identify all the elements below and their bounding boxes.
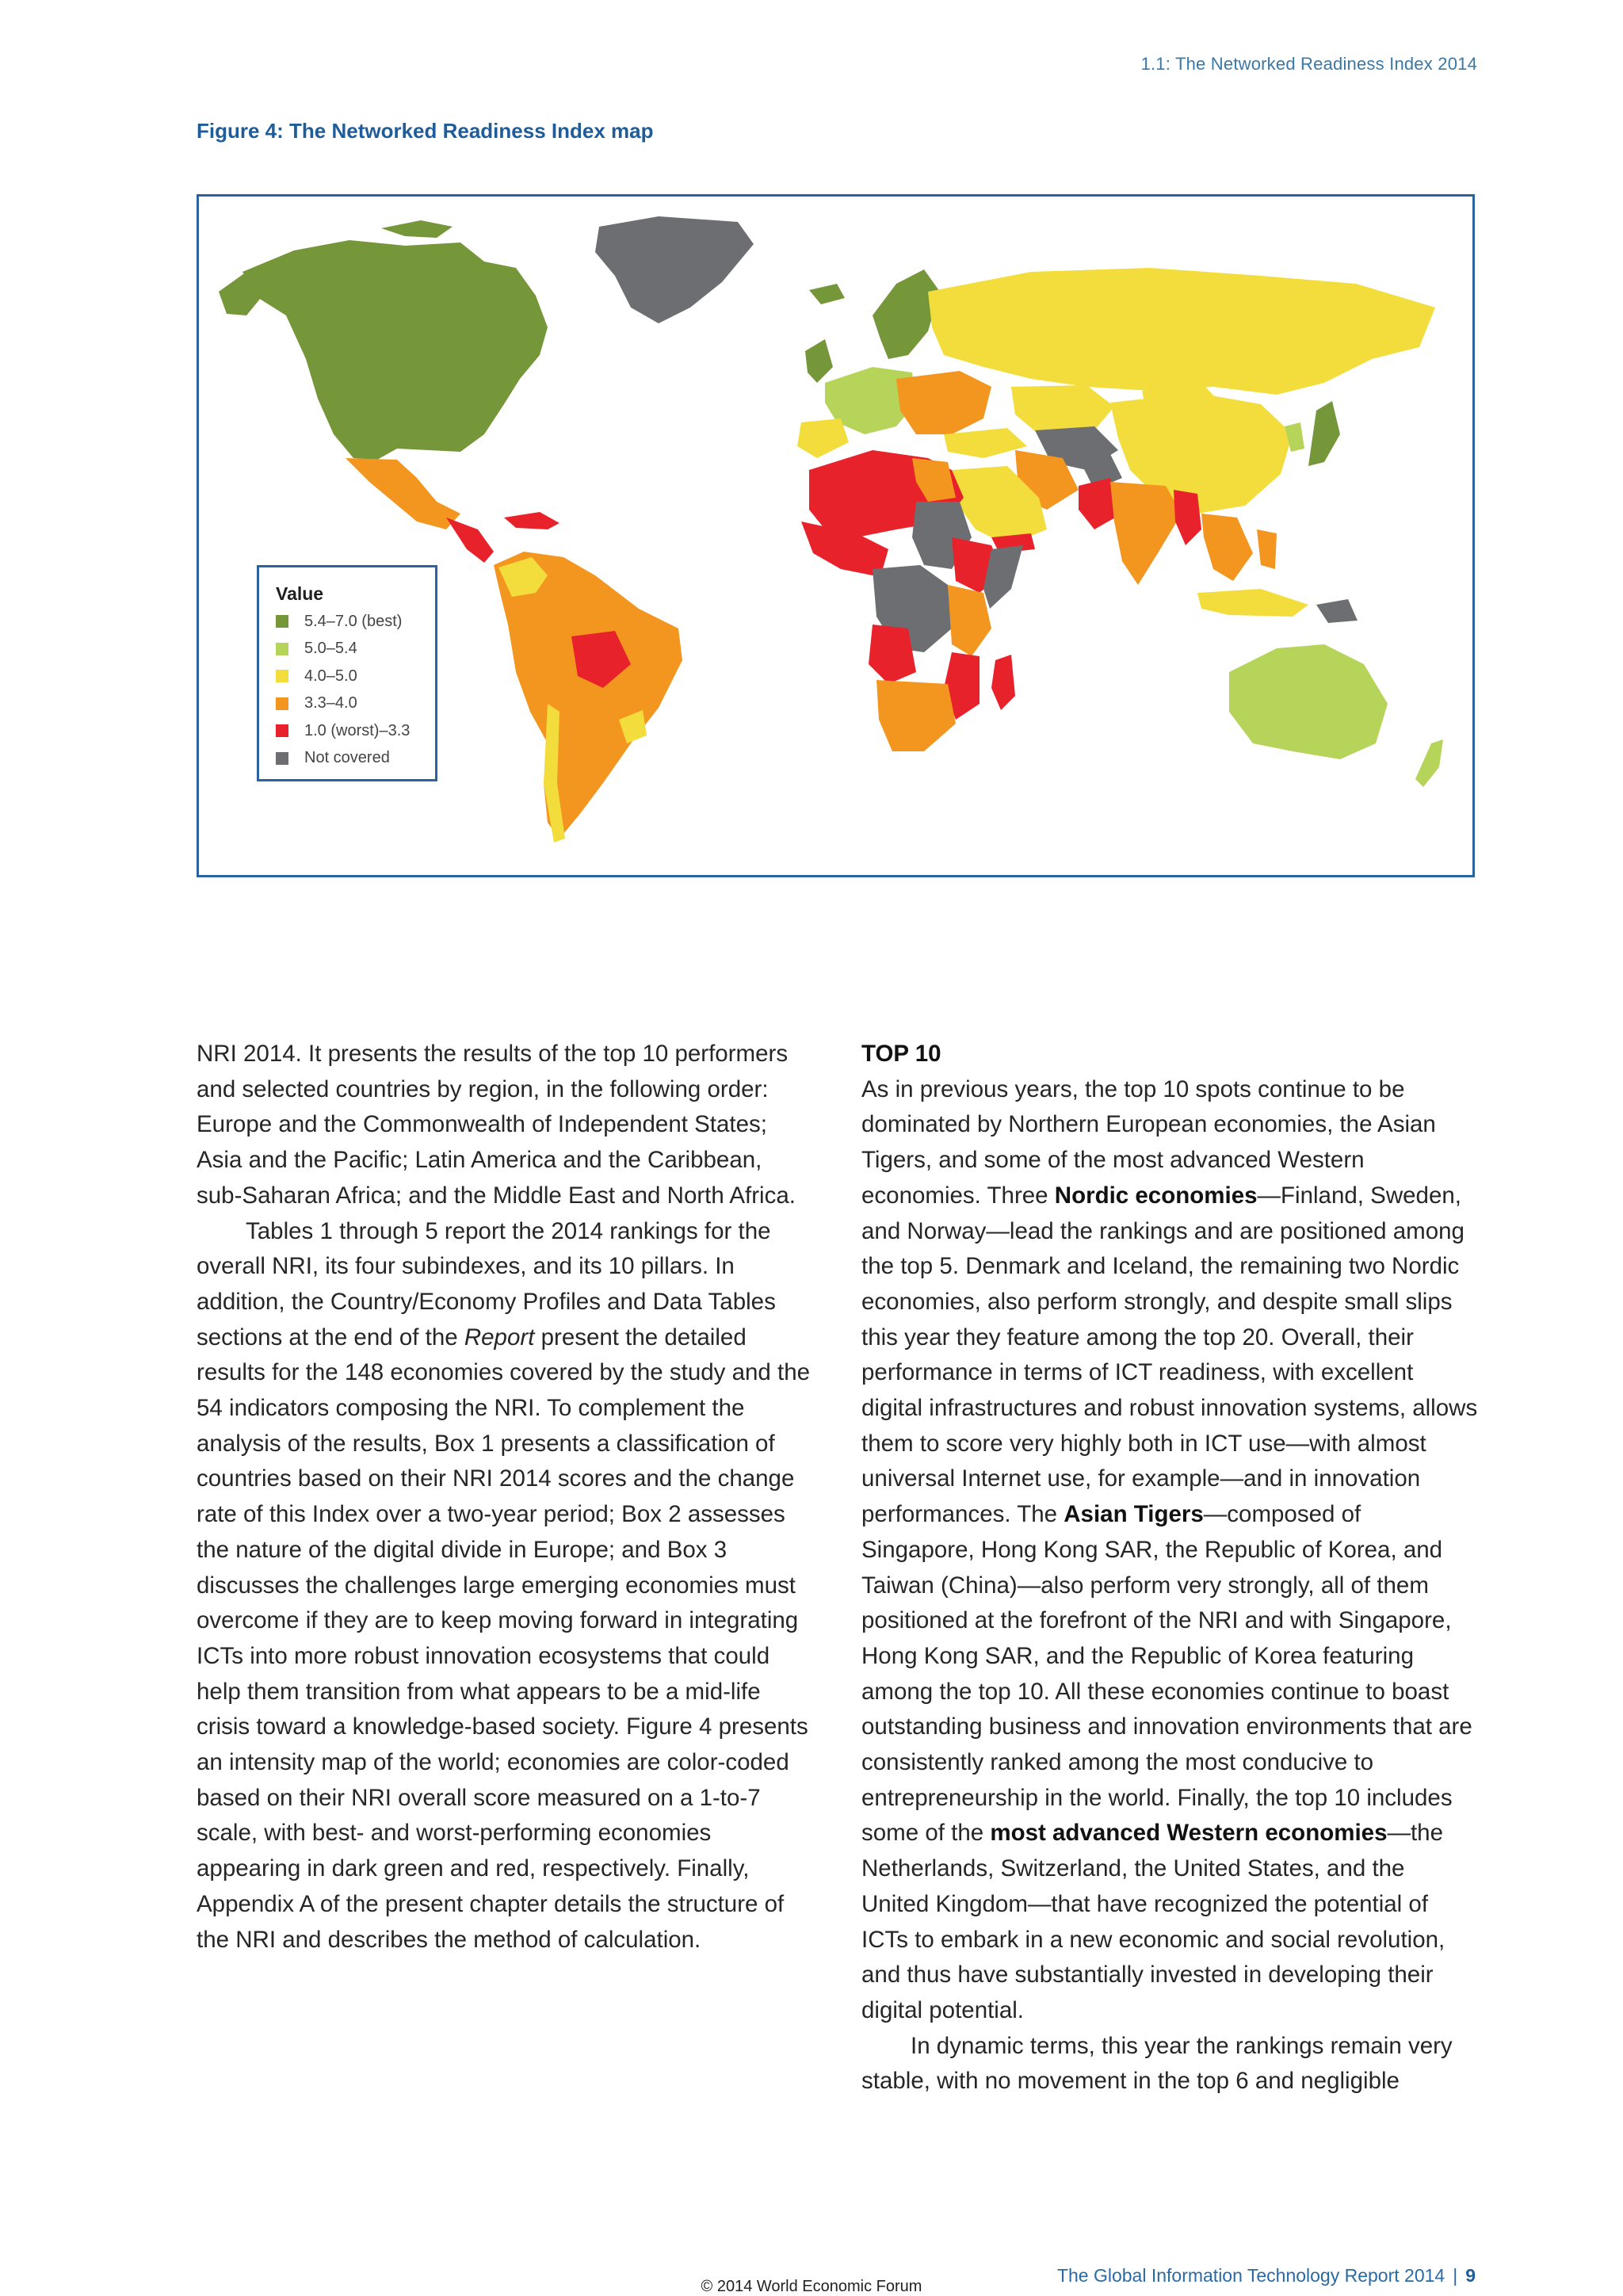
region-madagascar	[991, 655, 1015, 710]
legend-title: Value	[276, 583, 324, 604]
legend-swatch	[276, 615, 288, 628]
legend-swatch	[276, 697, 288, 710]
legend-item-low	[276, 690, 435, 718]
region-southern-africa	[876, 680, 956, 751]
left-p2-italic: Report	[464, 1324, 535, 1350]
region-myanmar	[1174, 490, 1201, 545]
legend-item-worst	[276, 717, 435, 745]
map-legend	[257, 565, 437, 781]
section-heading: TOP 10	[861, 1041, 941, 1067]
region-australia	[1229, 644, 1388, 759]
region-caribbean	[504, 512, 559, 529]
left-p2-text-b: present the detailed results for the 148 economies covered by the study and the 54 indicators composing the NRI. To complement the analysis of the results, Box 1 presents a classification of countries based on their NRI 2014 scores and the change rate of this Index over a two-year period; Box 2 assesses the nature of the digital divide in Europe; and Box 3 discusses the challenges large emerging economies must overcome if they are to keep moving forward in integrating ICTs into more robust innovation ecosystems that could help them transition from what appears to be a mid-life crisis toward a knowledge-based society. Figure 4 presents an intensity map of the world; economies are color-coded based on their NRI overall score measured on a 1-to-7 scale, with best- and worst-performing economies appearing in dark green and red, respectively. Finally, Appendix A of the present chapter details the structure of the NRI and describes the method of calculation.	[197, 1324, 811, 1953]
legend-label: 3.3–4.0	[304, 694, 357, 712]
right-p1-bold-western: most advanced Western economies	[990, 1820, 1388, 1847]
legend-swatch	[276, 724, 288, 737]
right-p1-text-a: As in previous years, the top 10 spots continue to be dominated by Northern European economies, the Asian Tigers, and some of the most advanced Western economies. Three	[861, 1075, 1436, 1209]
region-turkey	[944, 428, 1027, 458]
right-column	[861, 1037, 1478, 2099]
right-p1-bold-asian: Asian Tigers	[1064, 1501, 1204, 1528]
region-greenland	[595, 216, 754, 323]
right-paragraph-1	[861, 1072, 1478, 2029]
region-canada-north	[381, 220, 453, 238]
legend-label: 4.0–5.0	[304, 667, 357, 685]
legend-item-high	[276, 636, 435, 663]
region-indonesia	[1197, 589, 1308, 617]
region-scandinavia	[873, 269, 940, 359]
right-p1-text-c: —Finland, Sweden, and Norway—lead the rankings and are positioned among the top 5. Denmark and Iceland, the remaining two Nordic economies, also perform strongly, and despite small slips this year they feature among the top 20. Overall, their performance in terms of ICT readiness, with excellent digital infrastructures and robust innovation systems, allows them to score very highly both in ICT use—with almost universal Internet use, for example—and in innovation performances. The	[861, 1182, 1478, 1528]
region-new-zealand	[1415, 739, 1443, 787]
left-column	[197, 1037, 813, 1958]
region-india	[1110, 482, 1182, 585]
legend-label: 5.0–5.4	[304, 640, 357, 658]
region-uk	[805, 339, 833, 383]
legend-swatch	[276, 752, 288, 765]
legend-label: 5.4–7.0 (best)	[304, 612, 403, 630]
region-japan	[1308, 401, 1340, 466]
region-philippines	[1257, 529, 1277, 569]
region-russia	[928, 268, 1435, 395]
left-paragraph-2	[197, 1214, 813, 1958]
legend-swatch	[276, 670, 288, 682]
footer-report-title: The Global Information Technology Report 2014	[1056, 2265, 1445, 2286]
region-mexico	[346, 458, 460, 529]
region-north-america	[242, 240, 548, 460]
legend-item-best	[276, 608, 435, 636]
legend-swatch	[276, 643, 288, 655]
page-number: 9	[1465, 2265, 1476, 2286]
region-kazakhstan	[1011, 385, 1114, 434]
legend-item-mid	[276, 663, 435, 690]
legend-label: Not covered	[304, 749, 390, 767]
right-p1-bold-nordic: Nordic economies	[1054, 1182, 1258, 1209]
running-head: 1.1: The Networked Readiness Index 2014	[1140, 54, 1477, 74]
left-paragraph-1: NRI 2014. It presents the results of the top 10 performers and selected countries by region, in the following order: Europe and the Commonwealth of Independent States; Asia and the Pacific; Latin America and the Caribbean, sub-Saharan Africa; and the Middle East and North Africa.	[197, 1041, 796, 1209]
footer-copyright: © 2014 World Economic Forum	[701, 2278, 922, 2295]
figure-title: Figure 4: The Networked Readiness Index map	[197, 119, 654, 143]
right-p1-text-e: —the Netherlands, Switzerland, the United States, and the United Kingdom—that have recognized the potential of ICTs to embark in a new economic and social revolution, and thus have substantially invested in developing their digital potential.	[861, 1820, 1445, 2023]
footer-separator: |	[1453, 2265, 1458, 2286]
region-central-america	[446, 518, 494, 563]
legend-label: 1.0 (worst)–3.3	[304, 721, 411, 739]
legend-item-not-covered	[276, 745, 435, 773]
region-southeast-asia	[1201, 514, 1253, 581]
right-paragraph-2: In dynamic terms, this year the rankings remain very stable, with no movement in the top 6 and negligible	[861, 2032, 1453, 2095]
region-angola	[869, 625, 916, 684]
region-east-africa	[948, 585, 991, 656]
region-eastern-europe	[896, 371, 991, 434]
region-papua	[1316, 599, 1358, 623]
region-iceland	[809, 284, 845, 304]
right-p1-text-d: —composed of Singapore, Hong Kong SAR, the Republic of Korea, and Taiwan (China)—also perform very strongly, all of them positioned at the forefront of the NRI and with Singapore, Hong Kong SAR, and the Republic of Korea featuring among the top 10. All these economies continue to boast outstanding business and innovation environments that are consistently ranked among the most conducive to entrepreneurship in the world. Finally, the top 10 includes some of the	[861, 1501, 1472, 1847]
left-p2-text-a: Tables 1 through 5 report the 2014 rankings for the overall NRI, its four subindexes, and its 10 pillars. In addition, the Country/Economy Profiles and Data Tables sections at the end of the	[197, 1217, 776, 1350]
region-iberia	[797, 418, 849, 458]
